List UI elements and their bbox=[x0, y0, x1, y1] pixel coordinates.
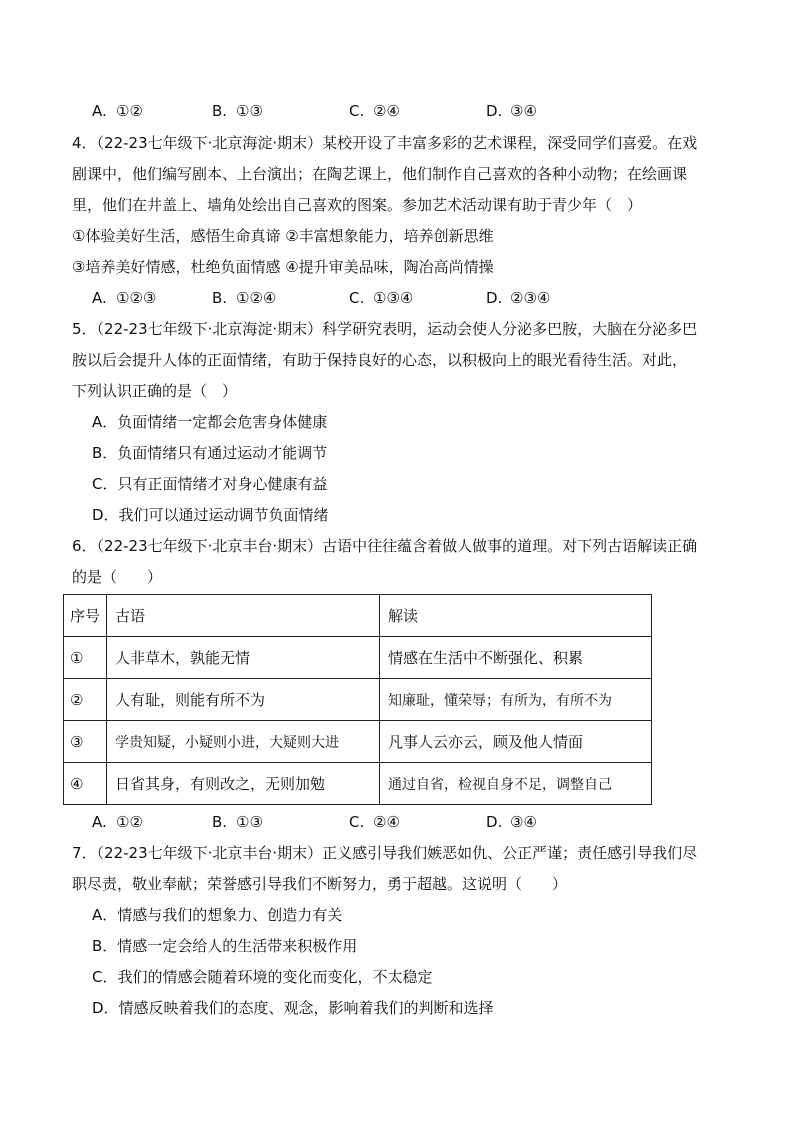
q6-stem-line: 的是（ ） bbox=[72, 568, 163, 586]
q5-stem-line: 5．（22-23七年级下·北京海淀·期末）科学研究表明，运动会使人分泌多巴胺，大脑在分泌多巴 bbox=[72, 320, 698, 338]
q3-option-b[interactable]: B. ①③ bbox=[212, 102, 263, 120]
table-header-row bbox=[64, 595, 652, 637]
table-cell: 人有耻，则能有所不为 bbox=[107, 679, 380, 721]
q4-option-c[interactable]: C. ①③④ bbox=[349, 289, 414, 307]
table-header-cell: 古语 bbox=[107, 595, 380, 637]
table-cell: 知廉耻，懂荣辱；有所为，有所不为 bbox=[380, 679, 652, 721]
q3-option-d[interactable]: D. ③④ bbox=[486, 102, 537, 120]
q4-stem-line: 里，他们在井盖上、墙角处绘出自己喜欢的图案。参加艺术活动课有助于青少年（ ） bbox=[72, 196, 643, 214]
q4-statement: ③培养美好情感，杜绝负面情感 ④提升审美品味，陶冶高尚情操 bbox=[72, 258, 494, 276]
table-cell: 情感在生活中不断强化、积累 bbox=[380, 637, 652, 679]
q7-option-d[interactable]: D．情感反映着我们的态度、观念，影响着我们的判断和选择 bbox=[92, 999, 494, 1017]
q4-stem-line: 4．（22-23七年级下·北京海淀·期末）某校开设了丰富多彩的艺术课程，深受同学们喜爱。在戏 bbox=[72, 134, 698, 152]
table-row bbox=[64, 763, 652, 805]
q3-option-c[interactable]: C. ②④ bbox=[349, 102, 400, 120]
table-cell: ③ bbox=[64, 721, 107, 763]
q6-option-a[interactable]: A. ①② bbox=[92, 813, 143, 831]
q4-statement: ①体验美好生活，感悟生命真谛 ②丰富想象能力，培养创新思维 bbox=[72, 227, 494, 245]
table-row bbox=[64, 637, 652, 679]
q6-option-d[interactable]: D. ③④ bbox=[486, 813, 537, 831]
q5-stem-line: 下列认识正确的是（ ） bbox=[72, 382, 238, 400]
q5-option-b[interactable]: B．负面情绪只有通过运动才能调节 bbox=[92, 444, 328, 462]
table-cell: 通过自省，检视自身不足，调整自己 bbox=[380, 763, 652, 805]
table-header-cell: 解读 bbox=[380, 595, 652, 637]
q6-stem-line: 6．（22-23七年级下·北京丰台·期末）古语中往往蕴含着做人做事的道理。对下列古语解读正确 bbox=[72, 537, 698, 555]
table-cell: 凡事人云亦云，顾及他人情面 bbox=[380, 721, 652, 763]
q6-table bbox=[63, 594, 652, 805]
q7-stem-line: 7．（22-23七年级下·北京丰台·期末）正义感引导我们嫉恶如仇、公正严谨；责任感引导我们尽 bbox=[72, 844, 698, 862]
q4-stem-line: 剧课中，他们编写剧本、上台演出；在陶艺课上，他们制作自己喜欢的各种小动物；在绘画课 bbox=[72, 165, 688, 183]
q4-option-b[interactable]: B. ①②④ bbox=[212, 289, 277, 307]
table-cell: 人非草木，孰能无情 bbox=[107, 637, 380, 679]
q5-option-a[interactable]: A．负面情绪一定都会危害身体健康 bbox=[92, 413, 328, 431]
q7-stem-line: 职尽责，敬业奉献；荣誉感引导我们不断努力，勇于超越。这说明（ ） bbox=[72, 875, 568, 893]
q7-option-c[interactable]: C．我们的情感会随着环境的变化而变化，不太稳定 bbox=[92, 968, 433, 986]
table-cell: ① bbox=[64, 637, 107, 679]
table-header-cell: 序号 bbox=[64, 595, 107, 637]
q3-option-a[interactable]: A. ①② bbox=[92, 102, 143, 120]
q5-stem-line: 胺以后会提升人体的正面情绪，有助于保持良好的心态，以积极向上的眼光看待生活。对此， bbox=[72, 351, 688, 369]
table-row bbox=[64, 679, 652, 721]
q4-option-d[interactable]: D. ②③④ bbox=[486, 289, 551, 307]
q6-option-c[interactable]: C. ②④ bbox=[349, 813, 400, 831]
q5-option-d[interactable]: D．我们可以通过运动调节负面情绪 bbox=[92, 506, 329, 524]
q6-option-b[interactable]: B. ①③ bbox=[212, 813, 263, 831]
q5-option-c[interactable]: C．只有正面情绪才对身心健康有益 bbox=[92, 475, 328, 493]
table-cell: 学贵知疑，小疑则小进，大疑则大进 bbox=[107, 721, 380, 763]
table-cell: ② bbox=[64, 679, 107, 721]
table-cell: ④ bbox=[64, 763, 107, 805]
q7-option-b[interactable]: B．情感一定会给人的生活带来积极作用 bbox=[92, 937, 358, 955]
q4-option-a[interactable]: A. ①②③ bbox=[92, 289, 157, 307]
table-row bbox=[64, 721, 652, 763]
table-cell: 日省其身，有则改之，无则加勉 bbox=[107, 763, 380, 805]
q7-option-a[interactable]: A．情感与我们的想象力、创造力有关 bbox=[92, 906, 343, 924]
